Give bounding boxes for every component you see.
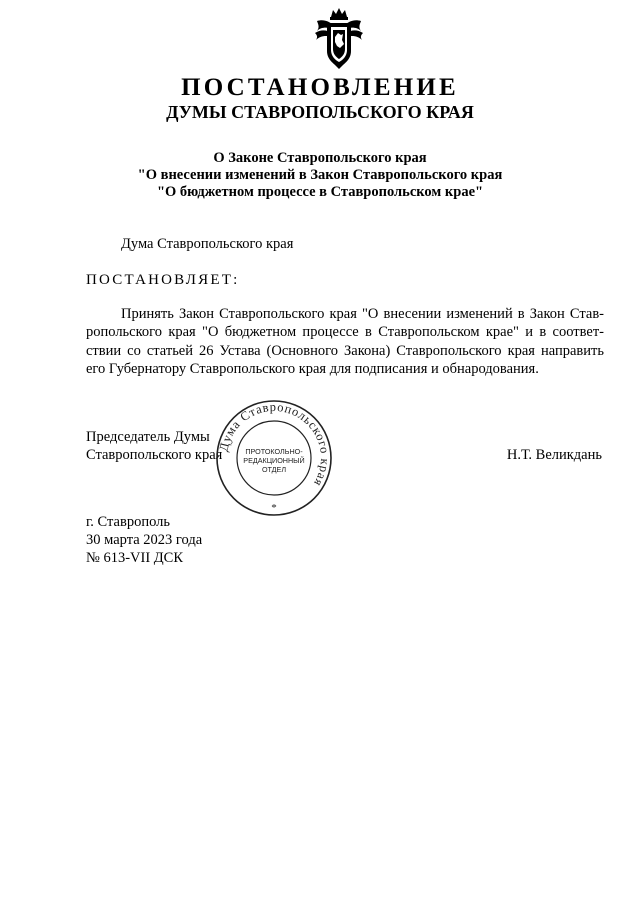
stamp-star: * bbox=[271, 502, 277, 514]
subject-line: О Законе Ставропольского края bbox=[213, 150, 427, 166]
footer-date: 30 марта 2023 года bbox=[86, 532, 203, 548]
svg-text:Дума Ставропольского края bbox=[216, 400, 332, 489]
signer-position-line: Ставропольского края bbox=[86, 447, 223, 463]
signer-position-line: Председатель Думы bbox=[86, 429, 210, 445]
subject-line: "О бюджетном процессе в Ставропольском крае" bbox=[156, 184, 484, 200]
subject-line: "О внесении изменений в Закон Ставропольского края bbox=[137, 167, 503, 183]
footer-number: № 613-VII ДСК bbox=[86, 550, 184, 566]
stamp-center-line: ПРОТОКОЛЬНО- bbox=[245, 447, 303, 456]
stamp-ring-text: Дума Ставропольского края bbox=[216, 399, 333, 490]
stamp-center-line: РЕДАКЦИОННЫЙ bbox=[243, 456, 305, 465]
decree-body bbox=[86, 305, 604, 378]
issuer-text: Дума Ставропольского края bbox=[121, 236, 294, 252]
signer-name: Н.Т. Великдань bbox=[506, 447, 602, 463]
decree-word: ПОСТАНОВЛЯЕТ: bbox=[86, 272, 240, 288]
document-subtitle: ДУМЫ СТАВРОПОЛЬСКОГО КРАЯ bbox=[166, 102, 474, 122]
signer-position bbox=[86, 428, 222, 464]
document-title: ПОСТАНОВЛЕНИЕ bbox=[181, 74, 459, 101]
official-stamp bbox=[214, 398, 334, 518]
body-line: ропольского края "О бюджетном процессе в Ставропольском крае" и в соответ- bbox=[86, 324, 604, 341]
document-subject bbox=[0, 150, 640, 201]
document-footer bbox=[86, 513, 202, 567]
footer-city: г. Ставрополь bbox=[86, 514, 171, 530]
body-line: ствии со статьей 26 Устава (Основного Закона) Ставропольского края направить bbox=[86, 342, 604, 359]
body-line: Принять Закон Ставропольского края "О внесении изменений в Закон Став- bbox=[121, 306, 604, 322]
coat-of-arms-icon bbox=[313, 7, 365, 69]
body-line: его Губернатору Ставропольского края для подписания и обнародования. bbox=[86, 360, 539, 377]
stamp-center-line: ОТДЕЛ bbox=[261, 465, 287, 474]
